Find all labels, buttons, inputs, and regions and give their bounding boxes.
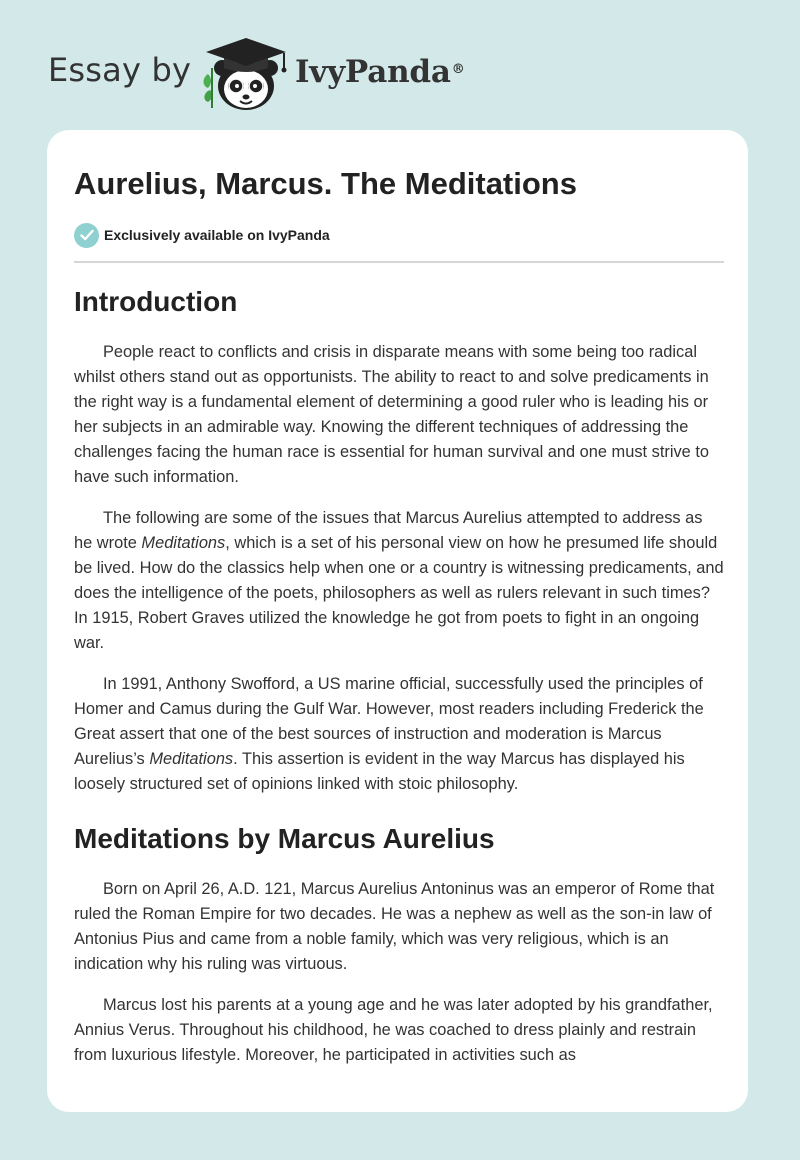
book-title: Meditations	[141, 534, 226, 552]
section-heading-introduction: Introduction	[74, 286, 238, 317]
divider	[74, 261, 724, 263]
paragraph	[74, 672, 724, 797]
registered-mark: ®	[451, 62, 465, 77]
site-header	[0, 0, 800, 120]
brand-name-text[interactable]: IvyPanda	[295, 54, 451, 90]
paragraph-text: In 1991, Anthony Swofford, a US marine official, successfully used the principles of Homer and Camus during the Gulf War. However, most readers including Frederick the Great assert that one of the best sources of instruction and moderation is Marcus Aurelius’s	[74, 675, 704, 768]
check-circle-icon	[74, 223, 99, 248]
paragraph: People react to conflicts and crisis in disparate means with some being too radical whilst others stand out as opportunists. The ability to react to and solve predicaments in the right way is a fundamental element of determining a good ruler who is leading his or her subjects in an admirable way. Knowing the different techniques of addressing the challenges facing the human race is essential for human survival and one must strive to have such information.	[74, 343, 710, 486]
paragraph-text: . This assertion is evident in the way Marcus has displayed his loosely structured set of opinions linked with stoic philosophy.	[74, 750, 685, 793]
badge-label: Exclusively available on IvyPanda	[104, 227, 330, 243]
paragraph-text: The following are some of the issues that Marcus Aurelius attempted to address as he wrote	[74, 509, 703, 552]
brand-name[interactable]	[295, 52, 465, 92]
paragraph: Born on April 26, A.D. 121, Marcus Aurelius Antoninus was an emperor of Rome that ruled the Roman Empire for two decades. He was a nephew as well as the son-in law of Antonius Pius and came from a noble family, which was very religious, which is an indication why his ruling was virtuous.	[74, 880, 715, 973]
essay-body	[74, 280, 724, 1084]
exclusive-badge	[74, 222, 330, 248]
section-heading-meditations: Meditations by Marcus Aurelius	[74, 823, 495, 854]
panda-graduation-cap-icon[interactable]	[200, 34, 292, 112]
page-title: Aurelius, Marcus. The Meditations	[74, 166, 577, 201]
paragraph: Marcus lost his parents at a young age and he was later adopted by his grandfather, Annius Verus. Throughout his childhood, he was coached to dress plainly and restrain from luxurious lifestyle. Moreover, he participated in activities such as	[74, 996, 713, 1064]
essay-card	[47, 130, 748, 1112]
brand-prefix: Essay by	[48, 51, 192, 89]
paragraph-text: , which is a set of his personal view on how he presumed life should be lived. How do the classics help when one or a country is witnessing predicaments, and does the intelligence of the poets, philosophers as well as rulers relevant in such times? In 1915, Robert Graves utilized the knowledge he got from poets to fight in an ongoing war.	[74, 534, 724, 652]
paragraph	[74, 506, 724, 656]
book-title: Meditations	[149, 750, 234, 768]
